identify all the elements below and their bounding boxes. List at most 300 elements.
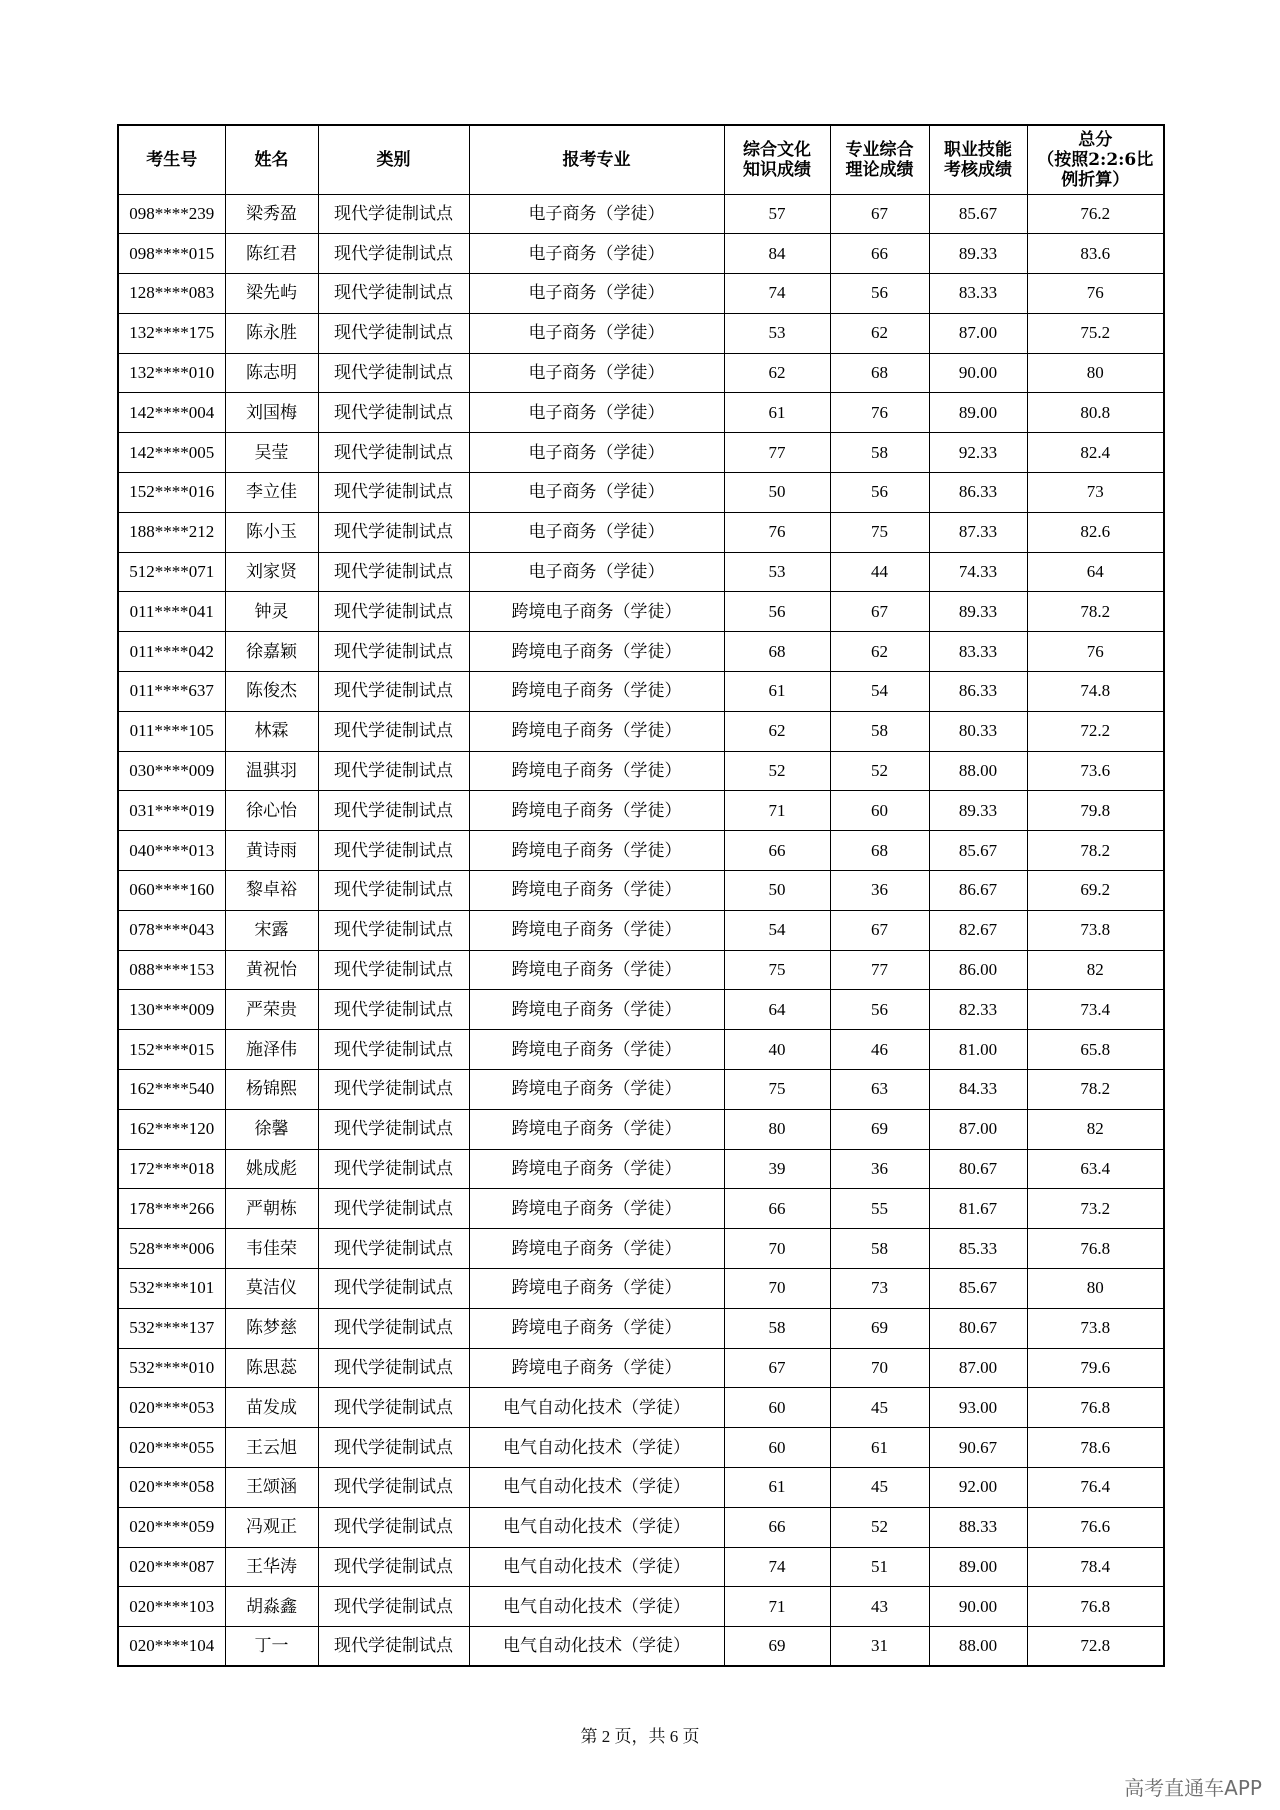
table-row (118, 1507, 1164, 1547)
cell-category: 现代学徒制试点 (318, 1468, 469, 1508)
cell-culture-score: 71 (724, 1587, 830, 1627)
cell-major: 跨境电子商务（学徒） (469, 1149, 724, 1189)
table-row (118, 950, 1164, 990)
cell-category: 现代学徒制试点 (318, 313, 469, 353)
cell-name: 王华涛 (225, 1547, 318, 1587)
cell-exam-id: 532****101 (118, 1269, 225, 1309)
cell-skill-score: 88.00 (929, 751, 1027, 791)
cell-major: 电子商务（学徒） (469, 393, 724, 433)
cell-category: 现代学徒制试点 (318, 353, 469, 393)
cell-major: 跨境电子商务（学徒） (469, 1030, 724, 1070)
cell-theory-score: 69 (830, 1308, 929, 1348)
cell-category: 现代学徒制试点 (318, 1547, 469, 1587)
cell-culture-score: 61 (724, 393, 830, 433)
cell-culture-score: 74 (724, 274, 830, 314)
cell-theory-score: 61 (830, 1428, 929, 1468)
cell-category: 现代学徒制试点 (318, 1348, 469, 1388)
cell-category: 现代学徒制试点 (318, 672, 469, 712)
cell-total-score: 73 (1027, 473, 1164, 513)
cell-category: 现代学徒制试点 (318, 234, 469, 274)
cell-major: 电子商务（学徒） (469, 433, 724, 473)
cell-major: 电子商务（学徒） (469, 274, 724, 314)
cell-theory-score: 62 (830, 632, 929, 672)
cell-theory-score: 51 (830, 1547, 929, 1587)
column-header-culture-score (724, 125, 830, 194)
cell-skill-score: 86.33 (929, 672, 1027, 712)
table-row (118, 1388, 1164, 1428)
column-header-text: 类别 (376, 149, 411, 170)
cell-total-score: 76 (1027, 632, 1164, 672)
cell-culture-score: 57 (724, 194, 830, 234)
cell-exam-id: 142****005 (118, 433, 225, 473)
column-header-text: 姓名 (254, 149, 289, 170)
cell-skill-score: 82.67 (929, 910, 1027, 950)
table-row (118, 194, 1164, 234)
cell-exam-id: 132****175 (118, 313, 225, 353)
cell-major: 电子商务（学徒） (469, 512, 724, 552)
cell-category: 现代学徒制试点 (318, 791, 469, 831)
cell-culture-score: 68 (724, 632, 830, 672)
cell-skill-score: 81.00 (929, 1030, 1027, 1070)
cell-skill-score: 80.67 (929, 1308, 1027, 1348)
table-row (118, 473, 1164, 513)
cell-skill-score: 86.00 (929, 950, 1027, 990)
column-header-text: 理论成绩 (845, 159, 914, 180)
column-header-text: 知识成绩 (743, 159, 811, 180)
cell-exam-id: 532****010 (118, 1348, 225, 1388)
cell-major: 电气自动化技术（学徒） (469, 1547, 724, 1587)
cell-total-score: 73.4 (1027, 990, 1164, 1030)
cell-exam-id: 020****055 (118, 1428, 225, 1468)
cell-theory-score: 76 (830, 393, 929, 433)
cell-skill-score: 83.33 (929, 632, 1027, 672)
cell-total-score: 79.8 (1027, 791, 1164, 831)
cell-total-score: 63.4 (1027, 1149, 1164, 1189)
cell-exam-id: 152****016 (118, 473, 225, 513)
cell-name: 徐心怡 (225, 791, 318, 831)
cell-category: 现代学徒制试点 (318, 632, 469, 672)
cell-exam-id: 060****160 (118, 871, 225, 911)
cell-category: 现代学徒制试点 (318, 512, 469, 552)
cell-name: 王颂涵 (225, 1468, 318, 1508)
cell-name: 梁秀盈 (225, 194, 318, 234)
cell-total-score: 80 (1027, 353, 1164, 393)
cell-exam-id: 152****015 (118, 1030, 225, 1070)
cell-name: 冯观正 (225, 1507, 318, 1547)
cell-category: 现代学徒制试点 (318, 1030, 469, 1070)
cell-category: 现代学徒制试点 (318, 1507, 469, 1547)
cell-name: 施泽伟 (225, 1030, 318, 1070)
table-row (118, 990, 1164, 1030)
cell-exam-id: 098****015 (118, 234, 225, 274)
cell-total-score: 64 (1027, 552, 1164, 592)
cell-exam-id: 020****058 (118, 1468, 225, 1508)
cell-category: 现代学徒制试点 (318, 990, 469, 1030)
cell-category: 现代学徒制试点 (318, 751, 469, 791)
cell-exam-id: 031****019 (118, 791, 225, 831)
cell-exam-id: 020****053 (118, 1388, 225, 1428)
cell-name: 陈永胜 (225, 313, 318, 353)
cell-category: 现代学徒制试点 (318, 1189, 469, 1229)
cell-theory-score: 52 (830, 1507, 929, 1547)
cell-exam-id: 178****266 (118, 1189, 225, 1229)
cell-category: 现代学徒制试点 (318, 1109, 469, 1149)
cell-theory-score: 68 (830, 831, 929, 871)
cell-skill-score: 81.67 (929, 1189, 1027, 1229)
cell-category: 现代学徒制试点 (318, 1149, 469, 1189)
cell-theory-score: 45 (830, 1468, 929, 1508)
cell-culture-score: 64 (724, 990, 830, 1030)
cell-theory-score: 58 (830, 1229, 929, 1269)
cell-major: 跨境电子商务（学徒） (469, 910, 724, 950)
cell-exam-id: 011****041 (118, 592, 225, 632)
cell-theory-score: 44 (830, 552, 929, 592)
table-body (118, 194, 1164, 1666)
table-row (118, 552, 1164, 592)
cell-category: 现代学徒制试点 (318, 871, 469, 911)
cell-name: 黄诗雨 (225, 831, 318, 871)
column-header-theory-score (830, 125, 929, 194)
cell-name: 陈思蕊 (225, 1348, 318, 1388)
cell-theory-score: 62 (830, 313, 929, 353)
cell-name: 林霖 (225, 711, 318, 751)
cell-theory-score: 56 (830, 473, 929, 513)
cell-total-score: 82.6 (1027, 512, 1164, 552)
cell-name: 吴莹 (225, 433, 318, 473)
cell-theory-score: 60 (830, 791, 929, 831)
cell-major: 电子商务（学徒） (469, 552, 724, 592)
cell-skill-score: 89.00 (929, 1547, 1027, 1587)
cell-culture-score: 52 (724, 751, 830, 791)
cell-major: 电气自动化技术（学徒） (469, 1507, 724, 1547)
cell-category: 现代学徒制试点 (318, 194, 469, 234)
cell-culture-score: 77 (724, 433, 830, 473)
column-header-text: 专业综合 (845, 139, 914, 160)
cell-theory-score: 67 (830, 592, 929, 632)
cell-category: 现代学徒制试点 (318, 910, 469, 950)
cell-total-score: 73.8 (1027, 910, 1164, 950)
table-row (118, 751, 1164, 791)
column-header-text: 总分 (1078, 129, 1113, 150)
cell-category: 现代学徒制试点 (318, 950, 469, 990)
cell-major: 跨境电子商务（学徒） (469, 871, 724, 911)
cell-theory-score: 75 (830, 512, 929, 552)
cell-total-score: 76.8 (1027, 1388, 1164, 1428)
cell-name: 严朝栋 (225, 1189, 318, 1229)
table-row (118, 592, 1164, 632)
cell-name: 宋露 (225, 910, 318, 950)
cell-major: 电气自动化技术（学徒） (469, 1428, 724, 1468)
cell-culture-score: 69 (724, 1627, 830, 1667)
cell-category: 现代学徒制试点 (318, 1587, 469, 1627)
cell-culture-score: 61 (724, 672, 830, 712)
table-row (118, 632, 1164, 672)
cell-theory-score: 56 (830, 990, 929, 1030)
cell-theory-score: 58 (830, 711, 929, 751)
cell-total-score: 73.8 (1027, 1308, 1164, 1348)
cell-skill-score: 80.33 (929, 711, 1027, 751)
cell-skill-score: 86.67 (929, 871, 1027, 911)
column-header-text: 职业技能 (944, 139, 1012, 160)
table-row (118, 1030, 1164, 1070)
cell-theory-score: 36 (830, 871, 929, 911)
cell-major: 跨境电子商务（学徒） (469, 1308, 724, 1348)
cell-major: 跨境电子商务（学徒） (469, 950, 724, 990)
cell-theory-score: 66 (830, 234, 929, 274)
cell-skill-score: 83.33 (929, 274, 1027, 314)
table-row (118, 1547, 1164, 1587)
cell-name: 黎卓裕 (225, 871, 318, 911)
cell-major: 电气自动化技术（学徒） (469, 1388, 724, 1428)
cell-total-score: 76.8 (1027, 1229, 1164, 1269)
cell-major: 电子商务（学徒） (469, 353, 724, 393)
cell-total-score: 73.6 (1027, 751, 1164, 791)
cell-category: 现代学徒制试点 (318, 1269, 469, 1309)
cell-category: 现代学徒制试点 (318, 711, 469, 751)
cell-theory-score: 31 (830, 1627, 929, 1667)
cell-theory-score: 55 (830, 1189, 929, 1229)
table-row (118, 1189, 1164, 1229)
cell-skill-score: 89.33 (929, 234, 1027, 274)
cell-total-score: 65.8 (1027, 1030, 1164, 1070)
cell-total-score: 82 (1027, 950, 1164, 990)
cell-name: 梁先屿 (225, 274, 318, 314)
header-row (118, 125, 1164, 194)
cell-exam-id: 142****004 (118, 393, 225, 433)
cell-exam-id: 040****013 (118, 831, 225, 871)
cell-culture-score: 76 (724, 512, 830, 552)
cell-major: 跨境电子商务（学徒） (469, 791, 724, 831)
cell-major: 跨境电子商务（学徒） (469, 990, 724, 1030)
cell-category: 现代学徒制试点 (318, 433, 469, 473)
cell-theory-score: 58 (830, 433, 929, 473)
cell-category: 现代学徒制试点 (318, 552, 469, 592)
cell-exam-id: 172****018 (118, 1149, 225, 1189)
cell-major: 电子商务（学徒） (469, 234, 724, 274)
cell-skill-score: 88.33 (929, 1507, 1027, 1547)
cell-name: 韦佳荣 (225, 1229, 318, 1269)
cell-total-score: 78.2 (1027, 1070, 1164, 1110)
cell-skill-score: 87.33 (929, 512, 1027, 552)
column-header-text: 综合文化 (743, 139, 811, 160)
cell-major: 跨境电子商务（学徒） (469, 1070, 724, 1110)
cell-name: 姚成彪 (225, 1149, 318, 1189)
cell-skill-score: 86.33 (929, 473, 1027, 513)
cell-total-score: 76.4 (1027, 1468, 1164, 1508)
cell-name: 王云旭 (225, 1428, 318, 1468)
cell-culture-score: 60 (724, 1388, 830, 1428)
cell-total-score: 76 (1027, 274, 1164, 314)
cell-category: 现代学徒制试点 (318, 1070, 469, 1110)
cell-name: 刘国梅 (225, 393, 318, 433)
cell-name: 苗发成 (225, 1388, 318, 1428)
table-row (118, 1229, 1164, 1269)
table-row (118, 393, 1164, 433)
column-header-category (318, 125, 469, 194)
cell-total-score: 83.6 (1027, 234, 1164, 274)
cell-culture-score: 74 (724, 1547, 830, 1587)
cell-exam-id: 098****239 (118, 194, 225, 234)
cell-skill-score: 87.00 (929, 313, 1027, 353)
cell-culture-score: 66 (724, 1507, 830, 1547)
cell-exam-id: 162****540 (118, 1070, 225, 1110)
cell-theory-score: 56 (830, 274, 929, 314)
score-table (117, 124, 1165, 1667)
table-row (118, 1348, 1164, 1388)
cell-culture-score: 71 (724, 791, 830, 831)
cell-culture-score: 62 (724, 353, 830, 393)
cell-culture-score: 54 (724, 910, 830, 950)
cell-skill-score: 88.00 (929, 1627, 1027, 1667)
cell-skill-score: 85.67 (929, 831, 1027, 871)
cell-culture-score: 67 (724, 1348, 830, 1388)
table-row (118, 234, 1164, 274)
column-header-text: 报考专业 (562, 149, 631, 170)
cell-theory-score: 70 (830, 1348, 929, 1388)
cell-exam-id: 078****043 (118, 910, 225, 950)
cell-name: 黄祝怡 (225, 950, 318, 990)
cell-name: 丁一 (225, 1627, 318, 1667)
cell-exam-id: 011****105 (118, 711, 225, 751)
cell-theory-score: 45 (830, 1388, 929, 1428)
cell-total-score: 80.8 (1027, 393, 1164, 433)
cell-exam-id: 011****042 (118, 632, 225, 672)
cell-skill-score: 90.00 (929, 1587, 1027, 1627)
cell-name: 温骐羽 (225, 751, 318, 791)
cell-total-score: 69.2 (1027, 871, 1164, 911)
table-row (118, 1109, 1164, 1149)
cell-major: 跨境电子商务（学徒） (469, 751, 724, 791)
column-header-skill-score (929, 125, 1027, 194)
cell-major: 电气自动化技术（学徒） (469, 1627, 724, 1667)
cell-skill-score: 87.00 (929, 1348, 1027, 1388)
column-header-text: 例折算） (1061, 169, 1130, 190)
table-row (118, 1468, 1164, 1508)
cell-skill-score: 92.33 (929, 433, 1027, 473)
cell-name: 杨锦熙 (225, 1070, 318, 1110)
cell-major: 跨境电子商务（学徒） (469, 1269, 724, 1309)
cell-theory-score: 73 (830, 1269, 929, 1309)
cell-total-score: 75.2 (1027, 313, 1164, 353)
cell-total-score: 74.8 (1027, 672, 1164, 712)
cell-major: 跨境电子商务（学徒） (469, 1189, 724, 1229)
column-header-major (469, 125, 724, 194)
cell-exam-id: 188****212 (118, 512, 225, 552)
table-row (118, 1070, 1164, 1110)
cell-exam-id: 132****010 (118, 353, 225, 393)
table-row (118, 831, 1164, 871)
cell-total-score: 76.8 (1027, 1587, 1164, 1627)
cell-skill-score: 89.00 (929, 393, 1027, 433)
cell-category: 现代学徒制试点 (318, 1627, 469, 1667)
cell-culture-score: 56 (724, 592, 830, 632)
cell-culture-score: 75 (724, 950, 830, 990)
cell-name: 陈红君 (225, 234, 318, 274)
column-header-text: （按照2:2:6比 (1037, 149, 1154, 170)
cell-theory-score: 67 (830, 194, 929, 234)
table-header (118, 125, 1164, 194)
cell-theory-score: 63 (830, 1070, 929, 1110)
cell-theory-score: 54 (830, 672, 929, 712)
cell-culture-score: 61 (724, 1468, 830, 1508)
cell-culture-score: 53 (724, 552, 830, 592)
cell-skill-score: 89.33 (929, 592, 1027, 632)
cell-exam-id: 532****137 (118, 1308, 225, 1348)
cell-skill-score: 85.67 (929, 1269, 1027, 1309)
column-header-exam-id (118, 125, 225, 194)
table-row (118, 512, 1164, 552)
cell-skill-score: 87.00 (929, 1109, 1027, 1149)
table-row (118, 871, 1164, 911)
cell-culture-score: 80 (724, 1109, 830, 1149)
cell-exam-id: 020****104 (118, 1627, 225, 1667)
cell-theory-score: 69 (830, 1109, 929, 1149)
cell-culture-score: 39 (724, 1149, 830, 1189)
cell-category: 现代学徒制试点 (318, 473, 469, 513)
cell-exam-id: 088****153 (118, 950, 225, 990)
cell-category: 现代学徒制试点 (318, 1388, 469, 1428)
cell-theory-score: 43 (830, 1587, 929, 1627)
cell-total-score: 78.2 (1027, 592, 1164, 632)
cell-theory-score: 77 (830, 950, 929, 990)
cell-theory-score: 67 (830, 910, 929, 950)
cell-total-score: 80 (1027, 1269, 1164, 1309)
cell-exam-id: 011****637 (118, 672, 225, 712)
cell-culture-score: 84 (724, 234, 830, 274)
cell-major: 跨境电子商务（学徒） (469, 711, 724, 751)
cell-exam-id: 128****083 (118, 274, 225, 314)
cell-major: 跨境电子商务（学徒） (469, 672, 724, 712)
cell-major: 跨境电子商务（学徒） (469, 1229, 724, 1269)
cell-skill-score: 85.67 (929, 194, 1027, 234)
cell-skill-score: 85.33 (929, 1229, 1027, 1269)
cell-exam-id: 020****087 (118, 1547, 225, 1587)
cell-culture-score: 50 (724, 871, 830, 911)
cell-exam-id: 130****009 (118, 990, 225, 1030)
cell-category: 现代学徒制试点 (318, 1229, 469, 1269)
cell-skill-score: 89.33 (929, 791, 1027, 831)
cell-total-score: 76.6 (1027, 1507, 1164, 1547)
table-row (118, 274, 1164, 314)
cell-exam-id: 162****120 (118, 1109, 225, 1149)
cell-culture-score: 60 (724, 1428, 830, 1468)
table-row (118, 1587, 1164, 1627)
cell-name: 陈小玉 (225, 512, 318, 552)
cell-major: 电子商务（学徒） (469, 473, 724, 513)
column-header-total-score (1027, 125, 1164, 194)
table-row (118, 1428, 1164, 1468)
table-row (118, 1627, 1164, 1667)
cell-major: 跨境电子商务（学徒） (469, 592, 724, 632)
cell-skill-score: 90.67 (929, 1428, 1027, 1468)
cell-name: 李立佳 (225, 473, 318, 513)
table-row (118, 672, 1164, 712)
cell-culture-score: 58 (724, 1308, 830, 1348)
cell-major: 电子商务（学徒） (469, 313, 724, 353)
cell-skill-score: 93.00 (929, 1388, 1027, 1428)
cell-culture-score: 66 (724, 831, 830, 871)
cell-exam-id: 020****103 (118, 1587, 225, 1627)
cell-major: 电子商务（学徒） (469, 194, 724, 234)
table-row (118, 1308, 1164, 1348)
cell-theory-score: 46 (830, 1030, 929, 1070)
cell-theory-score: 36 (830, 1149, 929, 1189)
cell-total-score: 73.2 (1027, 1189, 1164, 1229)
cell-total-score: 78.6 (1027, 1428, 1164, 1468)
cell-total-score: 82.4 (1027, 433, 1164, 473)
watermark-text: 高考直通车APP (1124, 1776, 1262, 1800)
cell-major: 跨境电子商务（学徒） (469, 1109, 724, 1149)
